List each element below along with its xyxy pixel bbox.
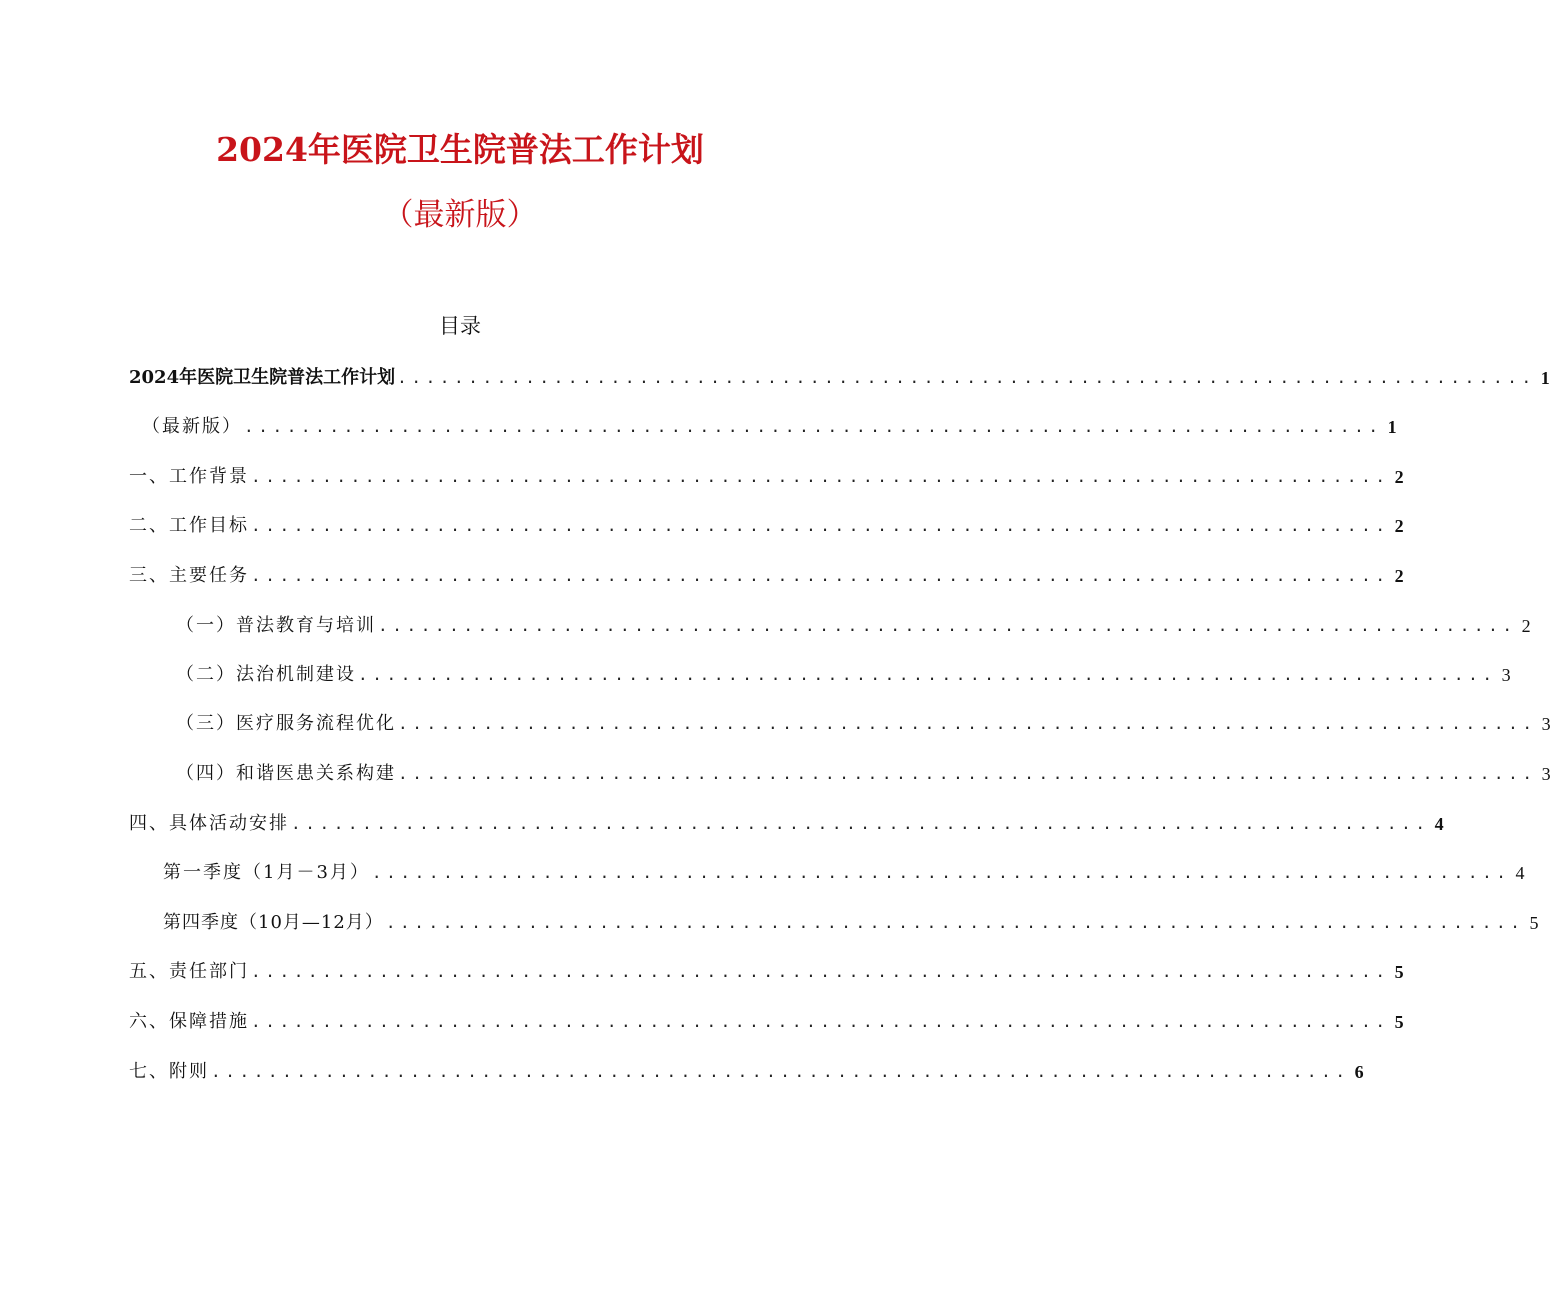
toc-leader-dots: ................................................................................ — [251, 467, 1390, 486]
toc-leader-dots: ................................................................................ — [371, 863, 1511, 882]
document-subtitle: （最新版） — [382, 197, 538, 233]
toc-entry-label: 四、具体活动安排 — [129, 813, 289, 834]
toc-entry[interactable] — [129, 462, 1404, 490]
toc-entry[interactable] — [142, 412, 1397, 440]
toc-entry-label: （二）法治机制建设 — [176, 664, 356, 685]
toc-entry[interactable] — [163, 908, 1539, 936]
toc-leader-dots: ................................................................................ — [378, 616, 1517, 635]
toc-entry[interactable] — [129, 957, 1404, 985]
toc-entry-page: 5 — [1394, 1012, 1404, 1032]
toc-entry-page: 2 — [1521, 616, 1531, 636]
toc-entry-label: （四）和谐医患关系构建 — [176, 763, 396, 784]
toc-leader-dots: ................................................................................ — [244, 417, 1383, 436]
toc-entry-label: 七、附则 — [129, 1061, 209, 1082]
toc-entry-page: 3 — [1541, 764, 1551, 784]
toc-leader-dots: ................................................................................ — [385, 913, 1525, 932]
toc-entry[interactable] — [176, 660, 1511, 688]
toc-entry-label: 二、工作目标 — [129, 515, 249, 536]
toc-entry-label: 三、主要任务 — [129, 565, 249, 586]
toc-entry-label: 六、保障措施 — [129, 1011, 249, 1032]
toc-entry[interactable] — [129, 561, 1404, 589]
toc-entry-page: 6 — [1354, 1062, 1364, 1082]
toc-entry-page: 5 — [1529, 913, 1539, 933]
toc-entry-label: 一、工作背景 — [129, 466, 249, 487]
toc-leader-dots: ................................................................................ — [251, 516, 1390, 535]
toc-leader-dots: ................................................................................ — [251, 962, 1390, 981]
toc-heading: 目录 — [439, 314, 481, 338]
toc-entry[interactable] — [176, 759, 1551, 787]
toc-entry-page: 4 — [1434, 814, 1444, 834]
toc-leader-dots: ................................................................................ — [397, 368, 1536, 387]
toc-leader-dots: ................................................................................ — [251, 566, 1390, 585]
toc-entry[interactable] — [129, 1007, 1404, 1035]
toc-entry-page: 2 — [1394, 566, 1404, 586]
document-title: 2024年医院卫生院普法工作计划 — [216, 130, 704, 169]
toc-leader-dots: ................................................................................ — [251, 1012, 1390, 1031]
toc-leader-dots: ................................................................................ — [398, 764, 1537, 783]
toc-entry-label: 第四季度（10月—12月） — [163, 912, 384, 933]
toc-leader-dots: ................................................................................ — [358, 665, 1497, 684]
toc-leader-dots: ................................................................................ — [291, 814, 1430, 833]
toc-entry-page: 1 — [1540, 368, 1550, 388]
toc-entry[interactable] — [176, 709, 1551, 737]
toc-entry[interactable] — [163, 858, 1525, 886]
toc-entry[interactable] — [176, 611, 1531, 639]
toc-entry[interactable] — [129, 511, 1404, 539]
toc-leader-dots: ................................................................................ — [398, 714, 1537, 733]
toc-entry[interactable] — [129, 1057, 1364, 1085]
toc-entry[interactable] — [129, 363, 1550, 391]
toc-entry-page: 4 — [1515, 863, 1525, 883]
toc-entry-label: 五、责任部门 — [129, 961, 249, 982]
toc-entry-page: 2 — [1394, 516, 1404, 536]
toc-entry-page: 5 — [1394, 962, 1404, 982]
toc-entry-page: 3 — [1541, 714, 1551, 734]
toc-entry-page: 3 — [1501, 665, 1511, 685]
toc-entry-label: （三）医疗服务流程优化 — [176, 713, 396, 734]
toc-entry-label: （最新版） — [142, 416, 242, 437]
toc-entry-page: 1 — [1387, 417, 1397, 437]
toc-entry-page: 2 — [1394, 467, 1404, 487]
toc-entry-label: 第一季度（1月－3月） — [163, 862, 370, 883]
toc-entry-label: 2024年医院卫生院普法工作计划 — [129, 367, 396, 388]
toc-entry-label: （一）普法教育与培训 — [176, 615, 376, 636]
toc-leader-dots: ................................................................................ — [211, 1062, 1350, 1081]
toc-entry[interactable] — [129, 809, 1444, 837]
